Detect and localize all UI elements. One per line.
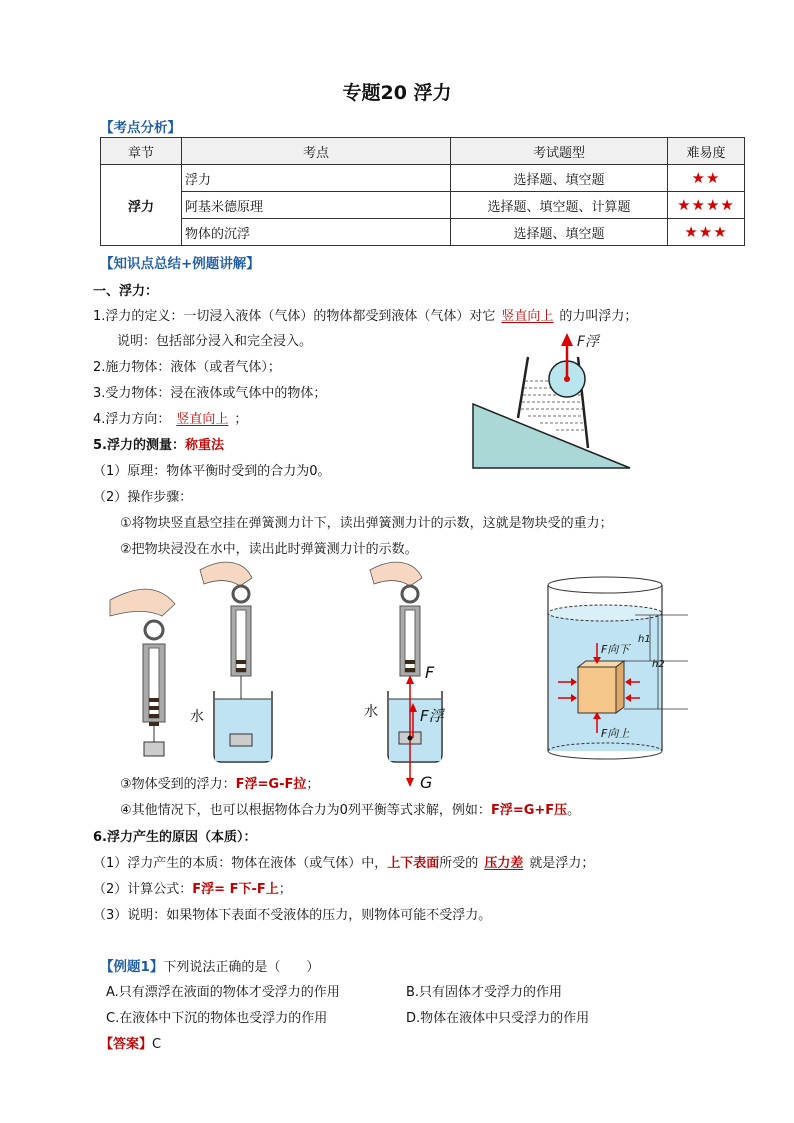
- blank-answer: 竖直向上: [501, 309, 554, 324]
- answer-line: 【答案】C: [100, 1037, 162, 1052]
- option-a: A.只有漂浮在液面的物体才受浮力的作用: [106, 985, 340, 1000]
- option-c: C.在液体中下沉的物体也受浮力的作用: [106, 1011, 328, 1026]
- header-point: 考点: [182, 138, 451, 165]
- definition-line: 1.浮力的定义：一切浸入液体（气体）的物体都受到液体（气体）对它 竖直向上 的力叫浮力；: [93, 309, 638, 324]
- h1-label: h1: [638, 634, 651, 645]
- principle-line: （1）原理：物体平衡时受到的合力为0。: [93, 464, 331, 479]
- option-d: D.物体在液体中只受浮力的作用: [406, 1011, 590, 1026]
- header-type: 考试题型: [451, 138, 668, 165]
- water-label: 水: [190, 709, 204, 725]
- cause-line-2: （2）计算公式：F浮= F下-F上；: [93, 882, 292, 897]
- example-question: 【例题1】下列说法正确的是（ ）: [100, 959, 320, 975]
- incline-figure: [470, 326, 640, 471]
- table-row: [101, 192, 745, 219]
- hand-icon: [200, 562, 252, 586]
- cause-heading: 6.浮力产生的原因（本质）：: [93, 830, 257, 845]
- blank-answer: 压力差: [484, 856, 524, 871]
- definition-note: 说明：包括部分浸入和完全浸入。: [117, 334, 313, 349]
- chapter-cell: 浮力: [101, 165, 182, 246]
- table-row: [101, 165, 745, 192]
- hand-icon: [110, 589, 175, 616]
- difficulty-stars: ★★★★: [668, 192, 745, 219]
- header-chapter: 章节: [101, 138, 182, 165]
- immersed-block: [578, 667, 616, 713]
- difficulty-stars: ★★★: [668, 219, 745, 246]
- receiving-object: 3.受力物体：浸在液体或气体中的物体；: [93, 386, 327, 401]
- step-1: ①将物块竖直悬空挂在弹簧测力计下，读出弹簧测力计的示数，这就是物块受的重力；: [120, 516, 613, 531]
- spring-scale-figure: [100, 556, 450, 788]
- difficulty-stars: ★★: [668, 165, 745, 192]
- point-cell: 阿基米德原理: [182, 192, 451, 219]
- force-down-label: F向下: [601, 643, 630, 656]
- formula: F浮= F下-F上: [192, 882, 279, 897]
- type-cell: 选择题、填空题: [451, 165, 668, 192]
- hand-icon: [370, 562, 422, 586]
- force-up-label: F向上: [601, 727, 630, 740]
- step-4: ④其他情况下，也可以根据物体合力为0列平衡等式求解，例如：F浮=G+F压。: [120, 803, 581, 818]
- float-force-label: F浮: [577, 334, 600, 350]
- h2-label: h2: [652, 659, 665, 670]
- tension-label: F: [425, 663, 435, 682]
- steps-line: （2）操作步骤：: [93, 490, 193, 505]
- exam-point-table: [100, 137, 745, 246]
- point-cell: 浮力: [182, 165, 451, 192]
- formula: F浮=G+F压: [490, 803, 568, 818]
- type-cell: 选择题、填空题、计算题: [451, 192, 668, 219]
- measurement-heading: 5.浮力的测量：称重法: [93, 438, 224, 453]
- option-b: B.只有固体才受浮力的作用: [406, 985, 563, 1000]
- cause-line-1: （1）浮力产生的本质：物体在液体（或气体）中，上下表面所受的 压力差 就是浮力；: [93, 856, 595, 871]
- step-2: ②把物块浸没在水中，读出此时弹簧测力计的示数。: [120, 542, 418, 557]
- direction-line: 4.浮力方向： 竖直向上 ；: [93, 412, 248, 427]
- section-knowledge-heading: 【知识点总结+例题讲解】: [100, 256, 260, 272]
- table-row: [101, 219, 745, 246]
- table-header-row: [101, 138, 745, 165]
- heading-buoyancy: 一、浮力：: [93, 284, 159, 299]
- applying-object: 2.施力物体：液体（或者气体）；: [93, 360, 281, 375]
- cylinder-figure: [540, 575, 690, 765]
- float-label: F浮: [420, 707, 444, 725]
- blank-answer: 竖直向上: [176, 412, 229, 427]
- formula: F浮=G-F拉: [235, 777, 307, 792]
- header-difficulty: 难易度: [668, 138, 745, 165]
- type-cell: 选择题、填空题: [451, 219, 668, 246]
- gravity-label: G: [420, 773, 433, 788]
- section-exam-heading: 【考点分析】: [100, 120, 181, 136]
- point-cell: 物体的沉浮: [182, 219, 451, 246]
- step-3: ③物体受到的浮力：F浮=G-F拉；: [120, 777, 320, 792]
- cause-line-3: （3）说明：如果物体下表面不受液体的压力，则物体可能不受浮力。: [93, 908, 492, 923]
- water-label: 水: [364, 704, 378, 720]
- page-title: 专题20 浮力: [342, 82, 452, 104]
